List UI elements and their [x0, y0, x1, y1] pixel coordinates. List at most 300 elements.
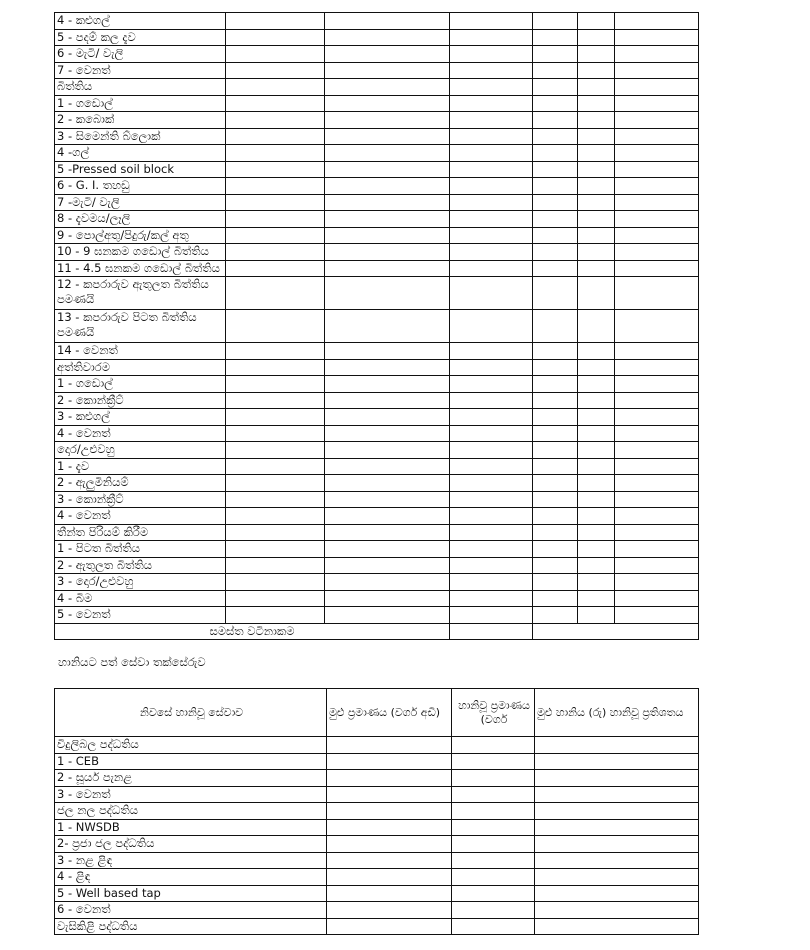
input-cell[interactable]: [450, 508, 533, 525]
input-cell[interactable]: [226, 178, 325, 195]
input-cell[interactable]: [327, 737, 452, 754]
input-cell[interactable]: [325, 244, 450, 261]
row-label: 6 - මැටි/ වැලි: [55, 46, 226, 63]
row-label: 9 - පොල්අතු/පිදුරු/කල් අතු: [55, 227, 226, 244]
input-cell[interactable]: [578, 128, 615, 145]
input-cell[interactable]: [327, 819, 452, 836]
input-cell[interactable]: [450, 475, 533, 492]
input-cell[interactable]: [578, 227, 615, 244]
input-cell[interactable]: [533, 541, 578, 558]
input-cell[interactable]: [226, 475, 325, 492]
row-label: 5 - පදම් කල දැව: [55, 29, 226, 46]
input-cell[interactable]: [578, 260, 615, 277]
input-cell[interactable]: [578, 277, 615, 310]
input-cell[interactable]: [226, 491, 325, 508]
input-cell[interactable]: [533, 392, 578, 409]
input-cell[interactable]: [615, 29, 699, 46]
input-cell[interactable]: [450, 524, 533, 541]
table-row: [55, 869, 699, 886]
input-cell[interactable]: [226, 46, 325, 63]
input-cell[interactable]: [327, 885, 452, 902]
input-cell[interactable]: [226, 227, 325, 244]
input-cell[interactable]: [452, 770, 535, 787]
input-cell[interactable]: [533, 46, 578, 63]
input-cell[interactable]: [615, 458, 699, 475]
input-cell[interactable]: [450, 211, 533, 228]
input-cell[interactable]: [533, 79, 578, 96]
service-label: ජල නල පද්ධතිය: [55, 803, 327, 820]
input-cell[interactable]: [533, 277, 578, 310]
input-cell[interactable]: [226, 508, 325, 525]
input-cell[interactable]: [450, 277, 533, 310]
input-cell[interactable]: [615, 244, 699, 261]
input-cell[interactable]: [615, 128, 699, 145]
input-cell[interactable]: [578, 46, 615, 63]
input-cell[interactable]: [578, 508, 615, 525]
input-cell[interactable]: [578, 13, 615, 30]
input-cell[interactable]: [533, 557, 578, 574]
service-label: 5 - Well based tap: [55, 885, 327, 902]
input-cell[interactable]: [450, 458, 533, 475]
input-cell[interactable]: [226, 128, 325, 145]
row-label: 3 - කොන්ක්‍රීට්: [55, 491, 226, 508]
input-cell[interactable]: [450, 607, 533, 624]
input-cell[interactable]: [325, 475, 450, 492]
input-cell[interactable]: [450, 557, 533, 574]
input-cell[interactable]: [533, 194, 578, 211]
input-cell[interactable]: [533, 409, 578, 426]
input-cell[interactable]: [578, 194, 615, 211]
input-cell[interactable]: [226, 62, 325, 79]
input-cell[interactable]: [578, 541, 615, 558]
table-row: [55, 852, 699, 869]
input-cell[interactable]: [325, 557, 450, 574]
input-cell[interactable]: [533, 13, 578, 30]
input-cell[interactable]: [325, 409, 450, 426]
input-cell[interactable]: [615, 161, 699, 178]
input-cell[interactable]: [533, 145, 578, 162]
input-cell[interactable]: [327, 869, 452, 886]
input-cell[interactable]: [615, 442, 699, 459]
input-cell[interactable]: [533, 343, 578, 360]
input-cell[interactable]: [450, 359, 533, 376]
input-cell[interactable]: [450, 145, 533, 162]
input-cell[interactable]: [578, 310, 615, 343]
input-cell[interactable]: [452, 885, 535, 902]
service-label: 2- ප්‍රජා ජල පද්ධතිය: [55, 836, 327, 853]
input-cell[interactable]: [226, 277, 325, 310]
input-cell[interactable]: [615, 376, 699, 393]
input-cell[interactable]: [226, 194, 325, 211]
input-cell[interactable]: [450, 161, 533, 178]
table-row: [55, 29, 699, 46]
input-cell[interactable]: [535, 819, 699, 836]
input-cell[interactable]: [533, 458, 578, 475]
input-cell[interactable]: [450, 79, 533, 96]
input-cell[interactable]: [325, 260, 450, 277]
input-cell[interactable]: [452, 869, 535, 886]
row-label: අත්තිවාරම: [55, 359, 226, 376]
input-cell[interactable]: [533, 178, 578, 195]
input-cell[interactable]: [325, 211, 450, 228]
table-row: [55, 62, 699, 79]
input-cell[interactable]: [325, 13, 450, 30]
table-row: [55, 902, 699, 919]
input-cell[interactable]: [226, 79, 325, 96]
input-cell[interactable]: [615, 524, 699, 541]
input-cell[interactable]: [615, 343, 699, 360]
input-cell[interactable]: [226, 442, 325, 459]
input-cell[interactable]: [226, 607, 325, 624]
input-cell[interactable]: [578, 475, 615, 492]
input-cell[interactable]: [578, 590, 615, 607]
input-cell[interactable]: [452, 803, 535, 820]
row-label: 6 - G. I. තහඩු: [55, 178, 226, 195]
input-cell[interactable]: [226, 211, 325, 228]
input-cell[interactable]: [452, 836, 535, 853]
input-cell[interactable]: [452, 737, 535, 754]
input-cell[interactable]: [226, 557, 325, 574]
input-cell[interactable]: [535, 753, 699, 770]
input-cell[interactable]: [615, 178, 699, 195]
input-cell[interactable]: [535, 869, 699, 886]
input-cell[interactable]: [327, 836, 452, 853]
input-cell[interactable]: [578, 211, 615, 228]
input-cell[interactable]: [533, 491, 578, 508]
input-cell[interactable]: [615, 557, 699, 574]
input-cell[interactable]: [226, 541, 325, 558]
input-cell[interactable]: [450, 392, 533, 409]
input-cell[interactable]: [226, 524, 325, 541]
input-cell[interactable]: [325, 491, 450, 508]
input-cell[interactable]: [450, 574, 533, 591]
input-cell[interactable]: [325, 62, 450, 79]
input-cell[interactable]: [450, 95, 533, 112]
input-cell[interactable]: [535, 902, 699, 919]
input-cell[interactable]: [450, 376, 533, 393]
input-cell[interactable]: [450, 310, 533, 343]
input-cell[interactable]: [615, 590, 699, 607]
input-cell[interactable]: [327, 770, 452, 787]
input-cell[interactable]: [450, 343, 533, 360]
input-cell[interactable]: [533, 574, 578, 591]
input-cell[interactable]: [325, 343, 450, 360]
input-cell[interactable]: [578, 62, 615, 79]
row-label: 5 - වෙනත්: [55, 607, 226, 624]
input-cell[interactable]: [615, 260, 699, 277]
input-cell[interactable]: [615, 211, 699, 228]
input-cell[interactable]: [325, 376, 450, 393]
input-cell[interactable]: [325, 227, 450, 244]
table-row: [55, 211, 699, 228]
input-cell[interactable]: [578, 442, 615, 459]
input-cell[interactable]: [615, 79, 699, 96]
input-cell[interactable]: [533, 524, 578, 541]
input-cell[interactable]: [578, 343, 615, 360]
input-cell[interactable]: [578, 409, 615, 426]
input-cell[interactable]: [226, 13, 325, 30]
table-row: [55, 161, 699, 178]
row-label: 11 - 4.5 ඝනකම ගඩොල් බිත්තිය: [55, 260, 226, 277]
input-cell[interactable]: [450, 112, 533, 129]
input-cell[interactable]: [578, 178, 615, 195]
input-cell[interactable]: [533, 376, 578, 393]
table-row: [55, 13, 699, 30]
input-cell[interactable]: [450, 590, 533, 607]
input-cell[interactable]: [578, 244, 615, 261]
table-row: [55, 277, 699, 310]
input-cell[interactable]: [533, 112, 578, 129]
input-cell[interactable]: [615, 359, 699, 376]
input-cell[interactable]: [615, 227, 699, 244]
table-row: [55, 343, 699, 360]
input-cell[interactable]: [325, 161, 450, 178]
header-original-quantity: මුළු ප්‍රමාණය (වර්ග අඩි): [327, 689, 452, 737]
input-cell[interactable]: [327, 786, 452, 803]
input-cell[interactable]: [450, 178, 533, 195]
input-cell[interactable]: [452, 819, 535, 836]
input-cell[interactable]: [578, 145, 615, 162]
input-cell[interactable]: [535, 918, 699, 935]
table-row: [55, 541, 699, 558]
input-cell[interactable]: [226, 260, 325, 277]
input-cell[interactable]: [327, 852, 452, 869]
input-cell[interactable]: [226, 574, 325, 591]
input-cell[interactable]: [535, 803, 699, 820]
table-row: [55, 770, 699, 787]
input-cell[interactable]: [325, 277, 450, 310]
input-cell[interactable]: [325, 425, 450, 442]
input-cell[interactable]: [450, 442, 533, 459]
table-row: [55, 359, 699, 376]
input-cell[interactable]: [452, 786, 535, 803]
row-label: 3 - දොර/උළුවහු: [55, 574, 226, 591]
input-cell[interactable]: [578, 376, 615, 393]
input-cell[interactable]: [325, 607, 450, 624]
table-row: [55, 178, 699, 195]
input-cell[interactable]: [325, 541, 450, 558]
input-cell[interactable]: [615, 46, 699, 63]
input-cell[interactable]: [578, 524, 615, 541]
input-cell[interactable]: [615, 607, 699, 624]
input-cell[interactable]: [535, 852, 699, 869]
input-cell[interactable]: [452, 753, 535, 770]
service-label: 6 - වෙනත්: [55, 902, 327, 919]
input-cell[interactable]: [325, 442, 450, 459]
service-label: 2 - සූර්ය පැනළ: [55, 770, 327, 787]
input-cell[interactable]: [615, 95, 699, 112]
input-cell[interactable]: [578, 392, 615, 409]
input-cell[interactable]: [450, 541, 533, 558]
input-cell[interactable]: [615, 13, 699, 30]
input-cell[interactable]: [325, 508, 450, 525]
input-cell[interactable]: [615, 574, 699, 591]
input-cell[interactable]: [533, 227, 578, 244]
input-cell[interactable]: [578, 161, 615, 178]
input-cell[interactable]: [450, 194, 533, 211]
row-label: 1 - දැව: [55, 458, 226, 475]
input-cell[interactable]: [325, 95, 450, 112]
header-damage-value: [535, 689, 699, 737]
input-cell[interactable]: [226, 458, 325, 475]
input-cell[interactable]: [533, 590, 578, 607]
input-cell[interactable]: [226, 409, 325, 426]
input-cell[interactable]: [226, 590, 325, 607]
input-cell[interactable]: [226, 112, 325, 129]
input-cell[interactable]: [578, 95, 615, 112]
input-cell[interactable]: [325, 79, 450, 96]
input-cell[interactable]: [533, 211, 578, 228]
input-cell[interactable]: [325, 46, 450, 63]
row-label: 4 - වෙනත්: [55, 508, 226, 525]
input-cell[interactable]: [615, 508, 699, 525]
input-cell[interactable]: [533, 128, 578, 145]
input-cell[interactable]: [325, 145, 450, 162]
input-cell[interactable]: [450, 491, 533, 508]
input-cell[interactable]: [533, 475, 578, 492]
input-cell[interactable]: [615, 112, 699, 129]
input-cell[interactable]: [535, 770, 699, 787]
input-cell[interactable]: [533, 244, 578, 261]
input-cell[interactable]: [535, 885, 699, 902]
row-label: 7 - වෙනත්: [55, 62, 226, 79]
input-cell[interactable]: [226, 161, 325, 178]
input-cell[interactable]: [578, 29, 615, 46]
input-cell[interactable]: [578, 425, 615, 442]
input-cell[interactable]: [533, 607, 578, 624]
input-cell[interactable]: [327, 803, 452, 820]
input-cell[interactable]: [325, 128, 450, 145]
input-cell[interactable]: [450, 62, 533, 79]
input-cell[interactable]: [578, 359, 615, 376]
input-cell[interactable]: [615, 145, 699, 162]
input-cell[interactable]: [327, 902, 452, 919]
total-value-cell[interactable]: [533, 623, 699, 640]
header-total-damage: මුළු හානිය (රු): [537, 705, 607, 719]
table-row: [55, 244, 699, 261]
row-label: 2 - කොන්ක්‍රීට්: [55, 392, 226, 409]
input-cell[interactable]: [325, 524, 450, 541]
input-cell[interactable]: [615, 194, 699, 211]
input-cell[interactable]: [535, 786, 699, 803]
input-cell[interactable]: [226, 95, 325, 112]
input-cell[interactable]: [578, 79, 615, 96]
input-cell[interactable]: [325, 178, 450, 195]
input-cell[interactable]: [450, 260, 533, 277]
input-cell[interactable]: [226, 425, 325, 442]
table-row: [55, 95, 699, 112]
input-cell[interactable]: [533, 62, 578, 79]
input-cell[interactable]: [450, 29, 533, 46]
input-cell[interactable]: [535, 737, 699, 754]
input-cell[interactable]: [533, 310, 578, 343]
input-cell[interactable]: [325, 359, 450, 376]
input-cell[interactable]: [615, 62, 699, 79]
input-cell[interactable]: [325, 590, 450, 607]
input-cell[interactable]: [533, 425, 578, 442]
input-cell[interactable]: [615, 409, 699, 426]
input-cell[interactable]: [450, 425, 533, 442]
input-cell[interactable]: [533, 442, 578, 459]
input-cell[interactable]: [450, 13, 533, 30]
input-cell[interactable]: [615, 277, 699, 310]
input-cell[interactable]: [450, 46, 533, 63]
input-cell[interactable]: [578, 458, 615, 475]
row-label: 2 - කබොක්: [55, 112, 226, 129]
input-cell[interactable]: [226, 392, 325, 409]
input-cell[interactable]: [615, 491, 699, 508]
input-cell[interactable]: [615, 425, 699, 442]
input-cell[interactable]: [327, 753, 452, 770]
table-row: [55, 425, 699, 442]
row-label: 4 - වෙනත්: [55, 425, 226, 442]
input-cell[interactable]: [533, 95, 578, 112]
input-cell[interactable]: [615, 310, 699, 343]
input-cell[interactable]: [452, 918, 535, 935]
input-cell[interactable]: [226, 343, 325, 360]
section-heading: හානියට පත් සේවා තක්සේරුව: [58, 655, 206, 669]
input-cell[interactable]: [450, 227, 533, 244]
input-cell[interactable]: [325, 574, 450, 591]
input-cell[interactable]: [327, 918, 452, 935]
input-cell[interactable]: [452, 852, 535, 869]
table-row: [55, 737, 699, 754]
table-row: [55, 524, 699, 541]
input-cell[interactable]: [450, 244, 533, 261]
input-cell[interactable]: [578, 574, 615, 591]
input-cell[interactable]: [325, 310, 450, 343]
input-cell[interactable]: [615, 392, 699, 409]
input-cell[interactable]: [578, 607, 615, 624]
input-cell[interactable]: [450, 409, 533, 426]
input-cell[interactable]: [325, 29, 450, 46]
input-cell[interactable]: [325, 392, 450, 409]
row-label: 1 - ගඩොල්: [55, 95, 226, 112]
service-label: 1 - NWSDB: [55, 819, 327, 836]
table-row: [55, 442, 699, 459]
row-label: 5 -Pressed soil block: [55, 161, 226, 178]
input-cell[interactable]: [533, 161, 578, 178]
header-service: නිවසේ හානිවූ සේවාව: [55, 689, 327, 737]
input-cell[interactable]: [533, 260, 578, 277]
input-cell[interactable]: [578, 491, 615, 508]
input-cell[interactable]: [615, 475, 699, 492]
input-cell[interactable]: [226, 244, 325, 261]
input-cell[interactable]: [578, 112, 615, 129]
input-cell[interactable]: [533, 508, 578, 525]
input-cell[interactable]: [226, 29, 325, 46]
input-cell[interactable]: [535, 836, 699, 853]
input-cell[interactable]: [226, 376, 325, 393]
input-cell[interactable]: [450, 128, 533, 145]
row-label: තීන්ත පිරියම් කිරීම: [55, 524, 226, 541]
input-cell[interactable]: [325, 194, 450, 211]
input-cell[interactable]: [226, 359, 325, 376]
service-label: 3 - වෙනත්: [55, 786, 327, 803]
input-cell[interactable]: [452, 902, 535, 919]
input-cell[interactable]: [578, 557, 615, 574]
input-cell[interactable]: [226, 145, 325, 162]
input-cell[interactable]: [615, 541, 699, 558]
input-cell[interactable]: [325, 458, 450, 475]
input-cell[interactable]: [533, 359, 578, 376]
table-row: [55, 409, 699, 426]
row-label: 3 - කළුගල්: [55, 409, 226, 426]
input-cell[interactable]: [325, 112, 450, 129]
input-cell[interactable]: [533, 29, 578, 46]
input-cell[interactable]: [226, 310, 325, 343]
row-label: දොර/උළුවහු: [55, 442, 226, 459]
